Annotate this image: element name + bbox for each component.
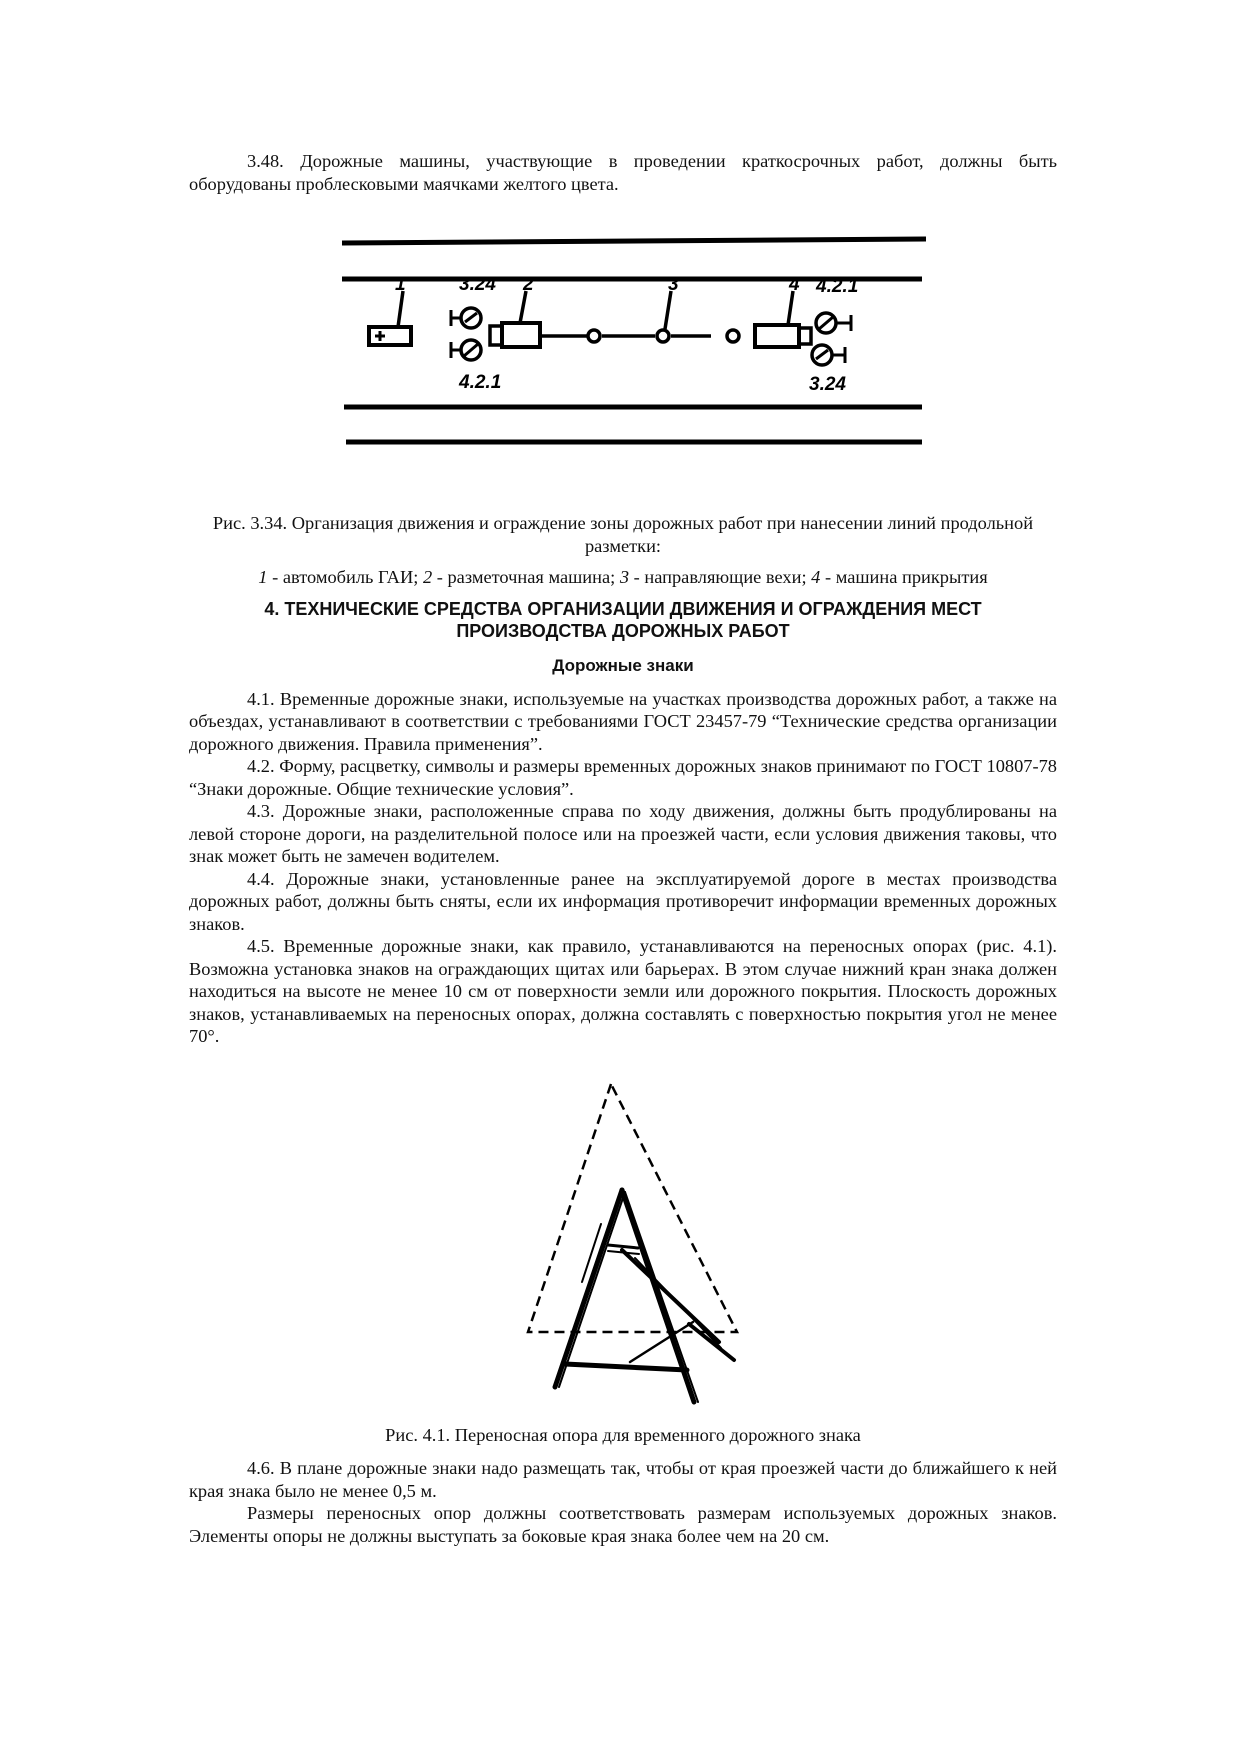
support-frame bbox=[555, 1190, 734, 1402]
legend-text-1: - автомобиль ГАИ; bbox=[267, 567, 423, 587]
label-2: 2 bbox=[523, 274, 534, 295]
label-1: 1 bbox=[395, 274, 406, 295]
figure-4-1-caption: Рис. 4.1. Переносная опора для временного дорожного знака bbox=[385, 1424, 861, 1445]
subsection-title: Дорожные знаки bbox=[552, 655, 694, 675]
label-3: 3 bbox=[668, 274, 679, 295]
document-page bbox=[189, 0, 1057, 1547]
legend-text-3: - направляющие вехи; bbox=[629, 567, 812, 587]
guide-posts-line bbox=[541, 291, 739, 342]
figure-4-1-drawing bbox=[189, 1062, 1057, 1410]
section-title: 4. ТЕХНИЧЕСКИЕ СРЕДСТВА ОРГАНИЗАЦИИ ДВИЖЕНИЯ И ОГРАЖДЕНИЯ МЕСТ ПРОИЗВОДСТВА ДОРОЖНЫХ РАБОТ bbox=[264, 598, 982, 641]
label-sign-4-2-1-bottom: 4.2.1 bbox=[459, 372, 502, 393]
paragraph-4-6: 4.6. В плане дорожные знаки надо размещать так, чтобы от края проезжей части до ближайшего к ней края знака было не менее 0,5 м. bbox=[189, 1458, 1057, 1501]
label-sign-4-2-1-right: 4.2.1 bbox=[816, 276, 859, 297]
cover-machine-icon bbox=[755, 291, 811, 347]
sign-pair-right-icon bbox=[812, 313, 851, 365]
legend-text-4: - машина прикрытия bbox=[820, 567, 988, 587]
paragraph-4-4: 4.4. Дорожные знаки, установленные ранее на эксплуатируемой дороге в местах производства дорожных работ, должны быть сняты, если их информация противоречит информации временных дорожных знаков. bbox=[189, 868, 1057, 934]
paragraph-4-5: 4.5. Временные дорожные знаки, как правило, устанавливаются на переносных опорах (рис. 4.1). Возможна установка знаков на ограждающих щитах или барьерах. В этом случае нижний кран знака должен находиться на высоте не менее 10 см от поверхности земли или дорожного покрытия. Плоскость дорожных знаков, устанавливаемых на переносных опорах, должна составлять с поверхностью покрытия угол не менее 70°. bbox=[189, 936, 1057, 1046]
legend-num-1: 1 bbox=[258, 567, 268, 587]
label-sign-3-24-bottom: 3.24 bbox=[809, 374, 846, 395]
legend-num-3: 3 bbox=[619, 567, 630, 587]
figure-3-34-legend bbox=[189, 566, 1057, 589]
paragraph-4-2: 4.2. Форму, расцветку, символы и размеры временных дорожных знаков принимают по ГОСТ 10807-78 “Знаки дорожные. Общие технические условия”. bbox=[189, 756, 1057, 799]
paragraph-support-sizes: Размеры переносных опор должны соответствовать размерам используемых дорожных знаков. Элементы опоры не должны выступать за боковые края знака более чем на 20 см. bbox=[189, 1503, 1057, 1546]
figure-3-34-caption: Рис. 3.34. Организация движения и ограждение зоны дорожных работ при нанесении линий продольной разметки: bbox=[212, 513, 1034, 556]
legend-text-2: - разметочная машина; bbox=[432, 567, 620, 587]
paragraph-4-1: 4.1. Временные дорожные знаки, используемые на участках производства дорожных работ, а также на объездах, устанавливают в соответствии с требованиями ГОСТ 23457-79 “Технические средства организации дорожного движения. Правила применения”. bbox=[189, 688, 1057, 754]
figure-3-34-diagram bbox=[189, 229, 1057, 464]
road-scheme-drawing bbox=[189, 229, 1057, 464]
sign-pair-left-icon bbox=[451, 308, 481, 360]
label-sign-3-24-top: 3.24 bbox=[459, 274, 496, 295]
paragraph-3-48: 3.48. Дорожные машины, участвующие в проведении краткосрочных работ, должны быть оборудованы проблесковыми маячками желтого цвета. bbox=[189, 151, 1057, 194]
portable-support-drawing bbox=[189, 1062, 1057, 1410]
police-car-icon bbox=[369, 291, 411, 345]
sign-outline-dashed bbox=[528, 1084, 737, 1332]
marking-machine-icon bbox=[490, 291, 540, 347]
legend-num-2: 2 bbox=[422, 567, 433, 587]
paragraph-4-3: 4.3. Дорожные знаки, расположенные справа по ходу движения, должны быть продублированы на левой стороне дороги, на разделительной полосе или на проезжей части, если условия движения таковы, что знак может быть не замечен водителем. bbox=[189, 801, 1057, 866]
label-4: 4 bbox=[789, 274, 800, 295]
legend-num-4: 4 bbox=[811, 567, 821, 587]
road-edge-top bbox=[342, 239, 926, 243]
